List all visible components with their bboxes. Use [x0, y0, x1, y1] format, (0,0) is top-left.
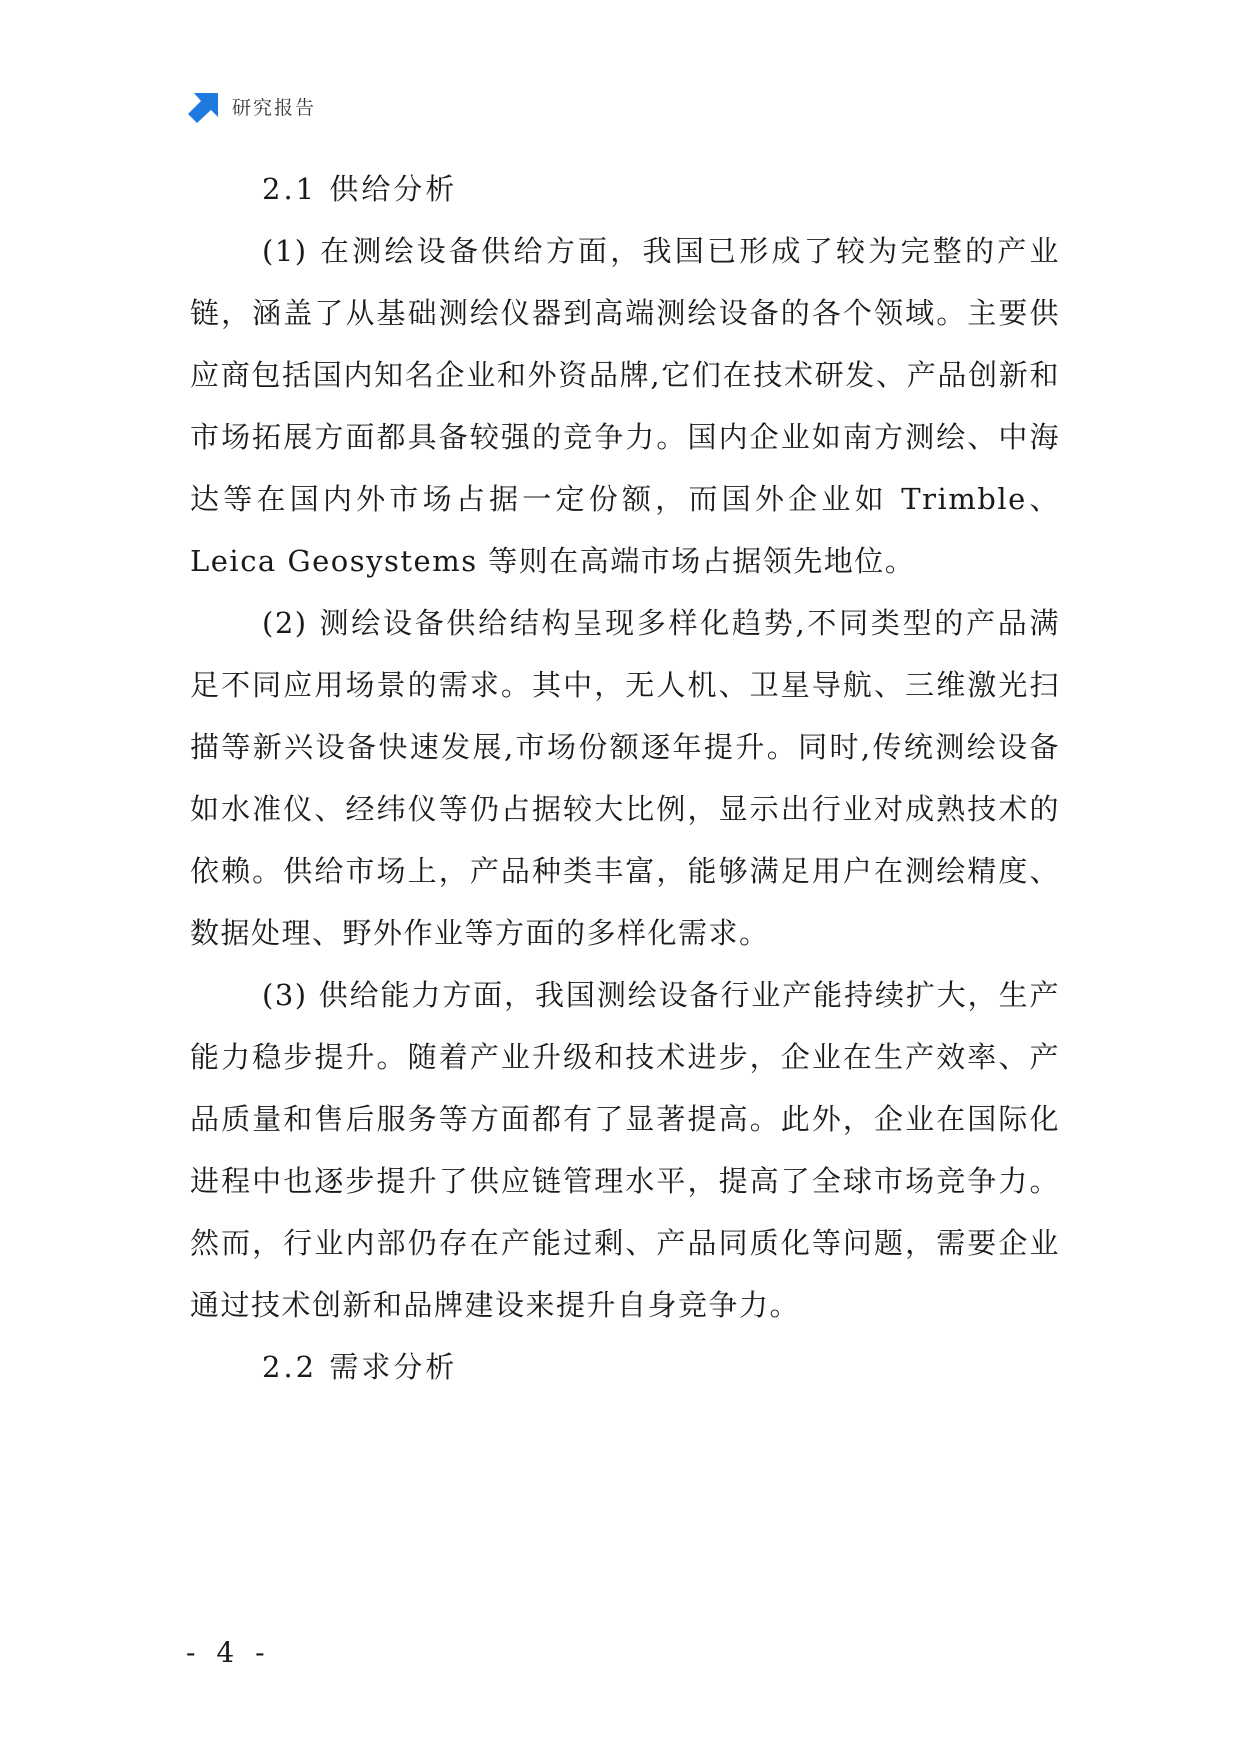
- section-title-supply: 2.1 供给分析: [262, 172, 458, 206]
- paragraph: (3) 供给能力方面，我国测绘设备行业产能持续扩大，生产能力稳步提升。随着产业升级和技术进步，企业在生产效率、产品质量和售后服务等方面都有了显著提高。此外，企业在国际化进程中也逐步提升了供应链管理水平，提高了全球市场竞争力。然而，行业内部仍存在产能过剩、产品同质化等问题，需要企业通过技术创新和品牌建设来提升自身竞争力。: [190, 978, 1060, 1322]
- paragraph: (2) 测绘设备供给结构呈现多样化趋势,不同类型的产品满足不同应用场景的需求。其中，无人机、卫星导航、三维激光扫描等新兴设备快速发展,市场份额逐年提升。同时,传统测绘设备如水准仪、经纬仪等仍占据较大比例，显示出行业对成熟技术的依赖。供给市场上，产品种类丰富，能够满足用户在测绘精度、数据处理、野外作业等方面的多样化需求。: [190, 606, 1060, 950]
- page-header: [188, 88, 316, 124]
- arrow-up-right-icon: [188, 89, 222, 123]
- header-label: 研究报告: [232, 96, 317, 119]
- section-title-demand: 2.2 需求分析: [262, 1350, 458, 1384]
- paragraph: (1) 在测绘设备供给方面，我国已形成了较为完整的产业链，涵盖了从基础测绘仪器到高端测绘设备的各个领域。主要供应商包括国内知名企业和外资品牌,它们在技术研发、产品创新和市场拓展方面都具备较强的竞争力。国内企业如南方测绘、中海达等在国内外市场占据一定份额，而国外企业如 Trimble、Leica Geosystems 等则在高端市场占据领先地位。: [190, 234, 1060, 578]
- document-body: [190, 158, 1060, 1398]
- page-number: - 4 -: [186, 1636, 271, 1669]
